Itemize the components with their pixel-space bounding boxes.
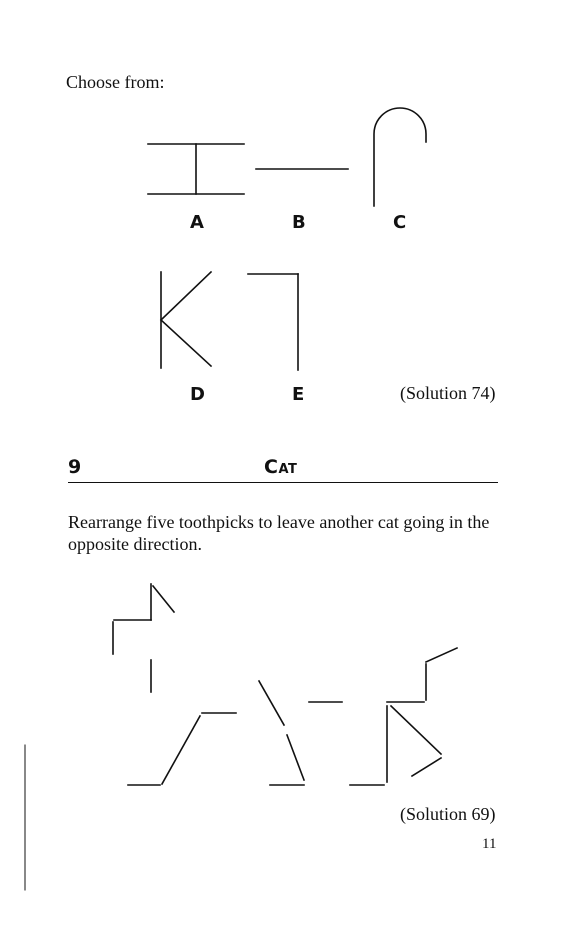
toothpick [426, 648, 457, 662]
choose-from-label: Choose from: [66, 72, 165, 92]
option-c-label: C [393, 212, 407, 233]
option-a-label: A [190, 212, 204, 233]
option-e-label: E [292, 384, 305, 405]
toothpick [162, 716, 200, 784]
toothpick [287, 735, 304, 780]
page-number: 11 [482, 836, 497, 852]
solution-reference-top: (Solution 74) [400, 383, 496, 403]
option-b-label: B [292, 212, 306, 233]
toothpick [412, 758, 441, 776]
toothpick [391, 706, 441, 754]
option-d-label: D [190, 384, 205, 405]
puzzle-instructions: Rearrange five toothpicks to leave another cat going in the opposite direction. [68, 512, 490, 554]
puzzle-title: Cat [264, 456, 298, 478]
solution-reference-bottom: (Solution 69) [400, 804, 496, 824]
puzzle-number: 9 [68, 456, 82, 478]
toothpick [153, 586, 174, 612]
toothpick [259, 681, 284, 725]
